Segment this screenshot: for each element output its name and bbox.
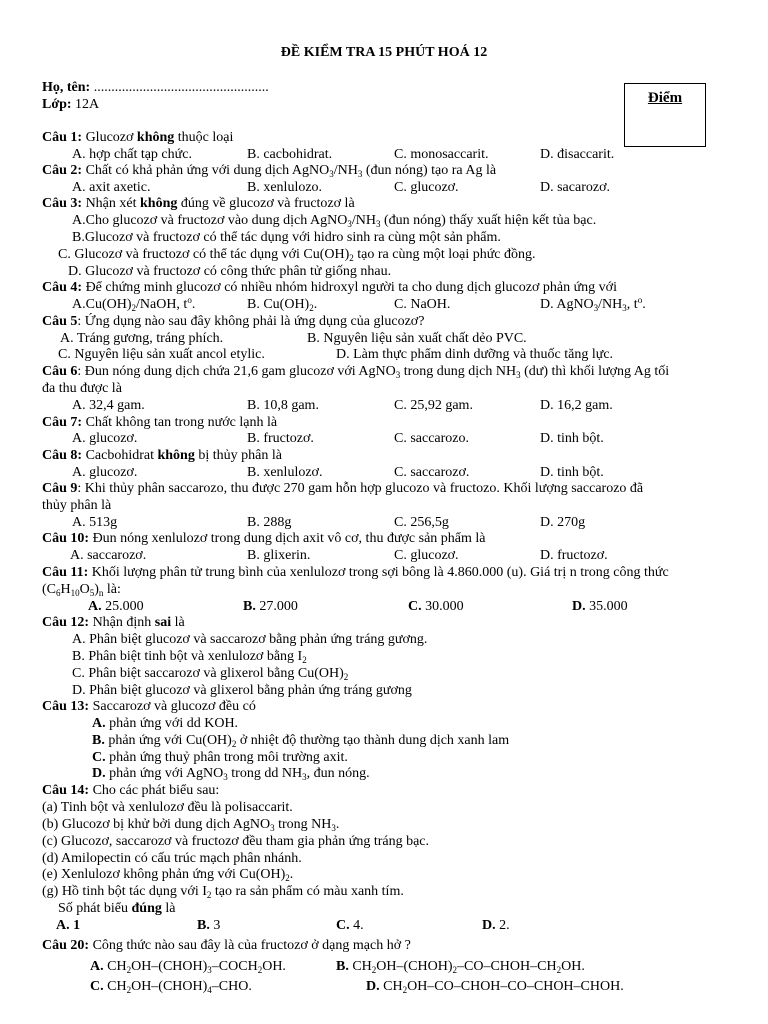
option-b[interactable]: B. $CH_2OH-(CHOH)_2-CO-CHOH-CH_2OH$.	[336, 959, 585, 975]
question-text: Nhận xét	[82, 196, 140, 211]
question-text: Saccarozơ và glucozơ đều có	[89, 699, 256, 714]
question-number: Câu 4:	[42, 280, 83, 295]
option-b[interactable]: B. xenlulozơ.	[247, 465, 323, 480]
option-a[interactable]: A. Phân biệt glucozơ và saccarozơ bằng phản ứng tráng gương.	[72, 632, 428, 647]
question-text: Công thức nào sau đây là của fructozơ ở dạng mạch hở ?	[89, 938, 411, 953]
question-text: thuộc loại	[174, 130, 234, 145]
question-text: thủy phân là	[42, 498, 112, 513]
option-c[interactable]: C. glucozơ.	[394, 548, 459, 563]
question-text: Để chứng minh glucozơ có nhiều nhóm hidroxyl người ta cho dung dịch glucozơ phản ứng với	[82, 280, 617, 295]
question-text: Đun nóng xenlulozơ trong dung dịch axit vô cơ, thu được sản phẩm là	[89, 531, 486, 546]
question-10	[42, 530, 486, 547]
score-box	[624, 83, 706, 147]
question-8	[42, 447, 282, 464]
statement-a: (a) Tinh bột và xenlulozơ đều là polisaccarit.	[42, 800, 293, 815]
option-a[interactable]: A. phản ứng với dd KOH.	[92, 716, 239, 731]
option-a[interactable]: A.Cho glucozơ và fructozơ vào dung dịch $AgNO_3/NH_3$ (đun nóng) thấy xuất hiện kết tủa bạc.	[72, 213, 597, 229]
option-b[interactable]: B. glixerin.	[247, 548, 311, 563]
question-text: Khối lượng phân tử trung bình của xenlulozơ trong sợi bông là 4.860.000 (u). Giá trị n trong công thức	[88, 565, 669, 580]
question-5	[42, 313, 424, 330]
option-d[interactable]: D. Glucozơ và fructozơ có công thức phân tử giống nhau.	[68, 264, 392, 279]
question-number: Câu 13:	[42, 699, 90, 714]
question-3	[42, 195, 355, 212]
option-c[interactable]: C. Nguyên liệu sản xuất ancol etylic.	[58, 347, 265, 362]
option-c[interactable]: C. Glucozơ và fructozơ có thể tác dụng với $Cu(OH)_2$ tạo ra cùng một loại phức đồng.	[58, 247, 536, 263]
option-c[interactable]: C. 25,92 gam.	[394, 398, 473, 413]
question-text: : Khi thủy phân saccarozo, thu được 270 gam hỗn hợp glucozo và fructozo. Khối lượng saccarozo đã	[77, 481, 644, 496]
option-b[interactable]: B. cacbohidrat.	[247, 147, 333, 162]
option-d[interactable]: D. Phân biệt glucozơ và glixerol bằng phản ứng tráng gương	[72, 683, 412, 698]
option-d[interactable]: D. Làm thực phẩm dinh dưỡng và thuốc tăng lực.	[336, 347, 614, 362]
question-6: Câu 6: Đun nóng dung dịch chứa 21,6 gam glucozơ với AgNO$_3$ trong dung dịch $NH_3$ (dư) thì khối lượng Ag tối	[42, 364, 670, 380]
question-emphasis: không	[140, 196, 178, 211]
option-c[interactable]: C. monosaccarit.	[394, 147, 489, 162]
question-emphasis: sai	[154, 615, 172, 630]
class-label: Lớp:	[42, 97, 72, 112]
option-d[interactable]: D. phản ứng với AgNO$_3$ trong dd $NH_3$, đun nóng.	[92, 766, 370, 782]
question-text: Cho các phát biểu sau:	[89, 783, 220, 798]
question-text: bị thủy phân là	[194, 448, 282, 463]
question-20	[42, 937, 411, 954]
option-d[interactable]: D. sacarozơ.	[540, 180, 610, 195]
option-c[interactable]: C. 4.	[336, 918, 364, 933]
class-line	[42, 96, 99, 113]
question-9	[42, 480, 643, 497]
option-a[interactable]: A. saccarozơ.	[70, 548, 147, 563]
option-c[interactable]: C. saccarozo.	[394, 431, 470, 446]
question-7	[42, 414, 277, 431]
question-number: Câu 2:	[42, 163, 83, 178]
question-13	[42, 698, 256, 715]
question-11	[42, 564, 669, 581]
name-label: Họ, tên:	[42, 80, 91, 95]
statement-e: (e) Xenlulozơ không phản ứng với $Cu(OH)_2$.	[42, 867, 294, 883]
option-b[interactable]: B. xenlulozo.	[247, 180, 323, 195]
option-b[interactable]: B. 288g	[247, 515, 292, 530]
question-text: là	[171, 615, 185, 630]
question-number: Câu 7:	[42, 415, 83, 430]
option-d[interactable]: D. $AgNO_3/NH_3$, $t^o$.	[540, 295, 646, 313]
option-d[interactable]: D. fructozơ.	[540, 548, 608, 563]
option-b[interactable]: B. 27.000	[243, 599, 298, 614]
question-text: đa thu được là	[42, 381, 122, 396]
question-number: Câu 3:	[42, 196, 83, 211]
option-d[interactable]: D. đisaccarit.	[540, 147, 615, 162]
option-d[interactable]: D. 270g	[540, 515, 586, 530]
question-number: Câu 14:	[42, 783, 90, 798]
question-number: Câu 9	[42, 481, 78, 496]
option-a[interactable]: A. Tráng gương, tráng phích.	[60, 331, 224, 346]
question-number: Câu 10:	[42, 531, 90, 546]
question-text: Chất không tan trong nước lạnh là	[82, 415, 278, 430]
question-text: Chất có khả phản ứng với dung dịch AgNO	[82, 163, 330, 178]
question-text: : Ứng dụng nào sau đây không phải là ứng dụng của glucozơ?	[77, 314, 425, 329]
option-c[interactable]: C. glucozơ.	[394, 180, 459, 195]
option-a[interactable]: A. 1	[56, 918, 81, 933]
question-text: Glucozơ	[82, 130, 137, 145]
option-c[interactable]: C. Phân biệt saccarozơ và glixerol bằng $Cu(OH)_2$	[72, 666, 349, 682]
option-b[interactable]: B. 3	[197, 918, 221, 933]
option-a[interactable]: A. glucozơ.	[72, 431, 138, 446]
question-1	[42, 129, 233, 146]
statement-d: (d) Amilopectin có cấu trúc mạch phân nhánh.	[42, 851, 302, 866]
question-number: Câu 8:	[42, 448, 83, 463]
page-title: ĐỀ KIỂM TRA 15 PHÚT HOÁ 12	[280, 45, 488, 60]
statement-g: (g) Hồ tinh bột tác dụng với $I_2$ tạo ra sản phẩm có màu xanh tím.	[42, 884, 404, 900]
option-c[interactable]: C. phản ứng thuỷ phân trong môi trường axit.	[92, 750, 348, 765]
question-text: đúng về glucozơ và fructozơ là	[177, 196, 355, 211]
option-d[interactable]: D. 2.	[482, 918, 510, 933]
option-d[interactable]: D. tinh bột.	[540, 431, 604, 446]
question-number: Câu 5	[42, 314, 78, 329]
option-d[interactable]: D. 16,2 gam.	[540, 398, 613, 413]
option-c[interactable]: C. 30.000	[408, 599, 464, 614]
option-c[interactable]: C. NaOH.	[394, 297, 451, 312]
option-c[interactable]: C. $CH_2OH-(CHOH)_4$–CHO.	[90, 979, 252, 995]
option-a[interactable]: A. glucozơ.	[72, 465, 138, 480]
option-d[interactable]: D. $CH_2OH-CO-CHOH-CO-CHOH$–CHOH.	[366, 979, 624, 995]
question-emphasis: không	[136, 130, 175, 145]
question-number: Câu 11:	[42, 565, 89, 580]
question-text: Cacbohidrat	[82, 448, 158, 463]
option-a[interactable]: A. axit axetic.	[72, 180, 151, 195]
question-12	[42, 614, 185, 631]
question-text: Nhận định	[89, 615, 155, 630]
option-a[interactable]: A. 513g	[72, 515, 118, 530]
question-4	[42, 279, 617, 296]
question-14	[42, 782, 219, 799]
name-line	[42, 79, 269, 96]
option-a[interactable]: $A.Cu(OH)_2$/NaOH, $t^o$.	[72, 295, 196, 313]
question-number: Câu 20:	[42, 938, 90, 953]
class-value: 12A	[71, 97, 100, 112]
option-c[interactable]: C. 256,5g	[394, 515, 449, 530]
option-d[interactable]: D. 35.000	[572, 599, 628, 614]
option-c[interactable]: C. saccarozơ.	[394, 465, 470, 480]
name-field[interactable]: ..................................................	[90, 80, 269, 95]
question-number: Câu 6	[42, 364, 78, 379]
question-2: Câu 2: Chất có khả phản ứng với dung dịch $AgNO_3/NH_3$ (đun nóng) tạo ra Ag là	[42, 163, 497, 179]
score-label: Điểm	[647, 90, 683, 106]
option-b[interactable]: B. fructozơ.	[247, 431, 314, 446]
option-b[interactable]: B. Phân biệt tinh bột và xenlulozơ bằng $I_2$	[72, 649, 307, 665]
option-a[interactable]: A. 32,4 gam.	[72, 398, 145, 413]
option-a[interactable]: A. hợp chất tạp chức.	[72, 147, 192, 162]
option-a[interactable]: A. $CH_2OH-(CHOH)_3-COCH_2OH$.	[90, 959, 286, 975]
option-b[interactable]: B. $Cu(OH)_2$.	[247, 297, 318, 313]
option-b[interactable]: B.Glucozơ và fructozơ có thể tác dụng với hidro sinh ra cùng một sản phẩm.	[72, 230, 501, 245]
question-number: Câu 1:	[42, 130, 83, 145]
option-b[interactable]: B. phản ứng với $Cu(OH)_2$ ở nhiệt độ thường tạo thành dung dịch xanh lam	[92, 733, 510, 749]
option-d[interactable]: D. tinh bột.	[540, 465, 604, 480]
question-text: Số phát biểu đúng là	[58, 901, 176, 916]
statement-c: (c) Glucozơ, saccarozơ và fructozơ đều tham gia phản ứng tráng bạc.	[42, 834, 430, 849]
question-formula: $(C_6H_{10}O_5)_n$ là:	[42, 582, 121, 598]
statement-b: (b) Glucozơ bị khử bởi dung dịch AgNO$_3$ trong $NH_3$.	[42, 817, 340, 833]
option-b[interactable]: B. 10,8 gam.	[247, 398, 319, 413]
question-number: Câu 12:	[42, 615, 90, 630]
question-emphasis: không	[157, 448, 195, 463]
option-a[interactable]: A. 25.000	[88, 599, 144, 614]
option-b[interactable]: B. Nguyên liệu sản xuất chất dẻo PVC.	[307, 331, 527, 346]
